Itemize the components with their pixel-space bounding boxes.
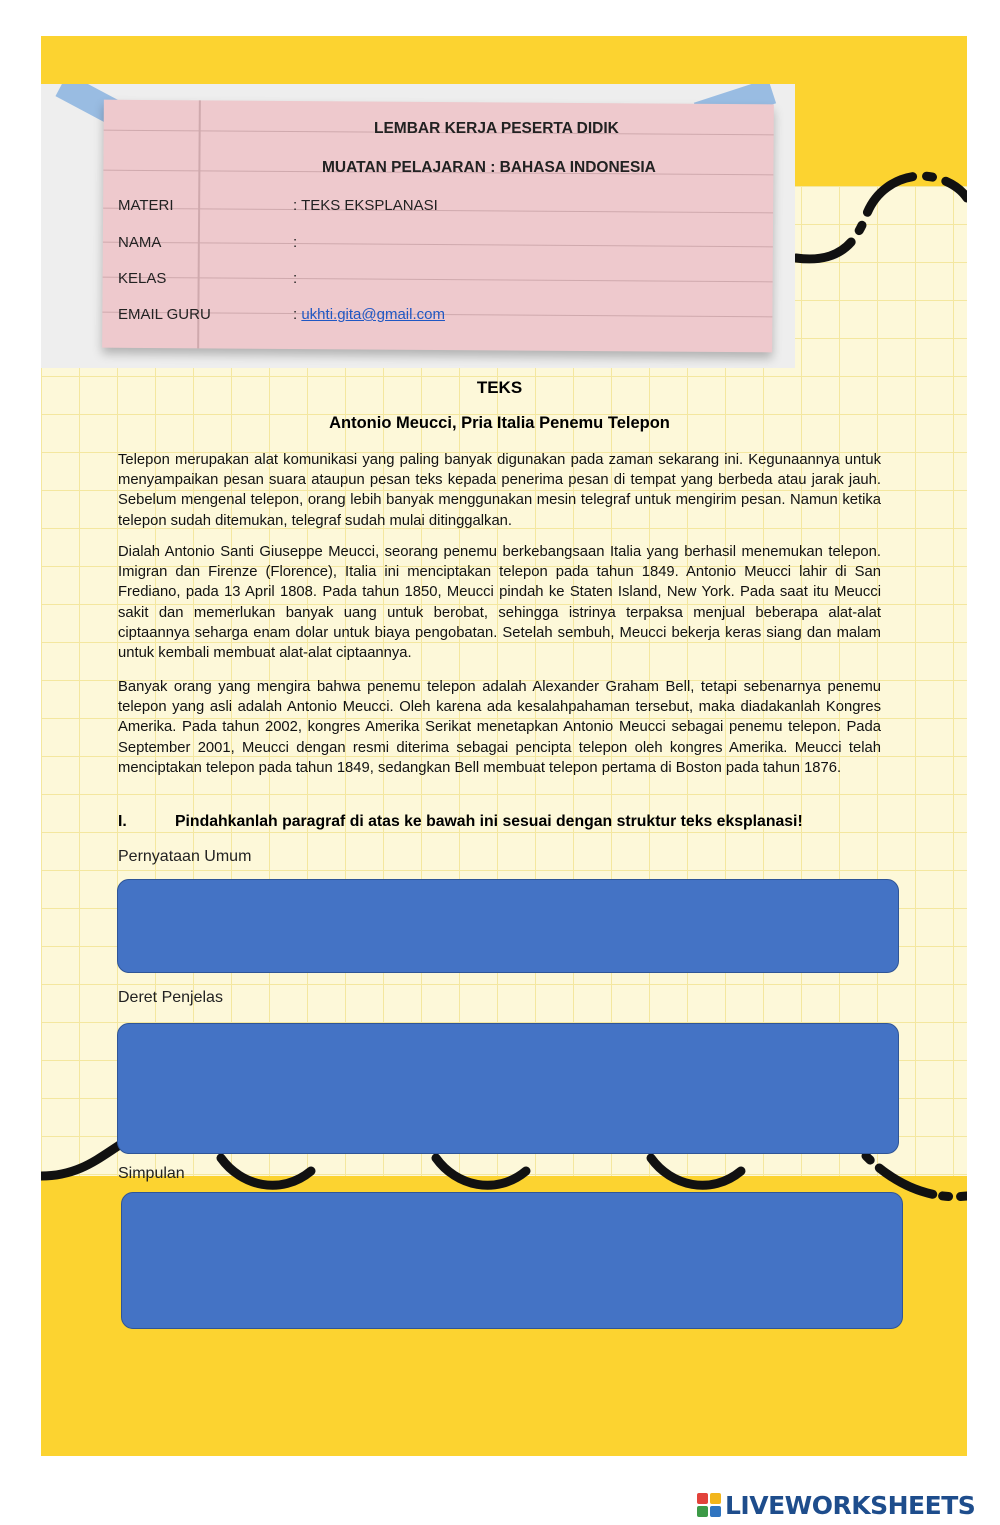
pernyataan-umum-drop-box[interactable] <box>117 879 899 973</box>
worksheet-title: LEMBAR KERJA PESERTA DIDIK <box>374 120 619 137</box>
task-text: Pindahkanlah paragraf di atas ke bawah ini sesuai dengan struktur teks eksplanasi! <box>175 813 803 830</box>
deret-penjelas-label: Deret Penjelas <box>118 989 223 1006</box>
deret-penjelas-drop-box[interactable] <box>117 1023 899 1154</box>
materi-label: MATERI <box>118 197 174 214</box>
kelas-label: KELAS <box>118 270 167 287</box>
liveworksheets-branding[interactable] <box>697 1488 975 1522</box>
liveworksheets-wordmark: LIVEWORKSHEETS <box>725 1490 976 1520</box>
email-guru-label: EMAIL GURU <box>118 306 211 323</box>
text-heading: TEKS <box>476 378 523 397</box>
email-prefix: : <box>293 306 302 323</box>
story-title: Antonio Meucci, Pria Italia Penemu Telepon <box>329 414 670 432</box>
nama-label: NAMA <box>118 234 162 251</box>
simpulan-drop-box[interactable] <box>121 1192 903 1329</box>
simpulan-label: Simpulan <box>118 1165 185 1182</box>
liveworksheets-logo-icon <box>697 1493 721 1517</box>
paragraph-3: Banyak orang yang mengira bahwa penemu telepon adalah Alexander Graham Bell, tetapi sebenarnya penemu telepon yang asli adalah Antonio Meucci. Oleh karena ada kesalahpahaman tersebut, maka diadakanlah Kongres Amerika. Pada tahun 2002, kongres Amerika Serikat menetapkan Antonio Meucci sebagai penemu telepon. Pada September 2001, Meucci dengan resmi diterima sebagai pencipta telepon oleh kongres Amerika. Meucci telah menciptakan telepon pada tahun 1849, sedangkan Bell membuat telepon pertama di Boston pada tahun 1876. <box>118 679 881 776</box>
materi-value: : TEKS EKSPLANASI <box>293 197 438 214</box>
kelas-field[interactable]: : <box>293 270 298 287</box>
task-number: I. <box>118 813 127 830</box>
subject-title: MUATAN PELAJARAN : BAHASA INDONESIA <box>322 159 656 176</box>
task-instruction <box>118 813 888 831</box>
email-link[interactable]: ukhti.gita@gmail.com <box>301 306 445 323</box>
paragraph-2: Dialah Antonio Santi Giuseppe Meucci, seorang penemu berkebangsaan Italia yang berhasil menemukan telepon. Imigran dan Firenze (Florence), Italia ini menciptakan telepon pada tahun 1849. Antonio Meucci lahir di San Frediano, pada 13 April 1808. Pada tahun 1850, Meucci pindah ke Staten Island, New York. Pada saat itu Meucci sakit dan memerlukan banyak uang untuk berobat, sehingga istrinya terpaksa menjual beberapa alat-alat ciptaannya seharga enam dolar untuk biaya pengobatan. Setelah sembuh, Meucci bekerja keras siang dan malam untuk kembali membuat alat-alat ciptaannya. <box>118 544 881 662</box>
pernyataan-umum-label: Pernyataan Umum <box>118 848 252 865</box>
email-guru-value <box>293 306 445 323</box>
paragraph-1: Telepon merupakan alat komunikasi yang paling banyak digunakan pada zaman sekarang ini. Kegunaannya untuk menyampaikan pesan suara ataupun pesan teks kepada penerima pesan di tempat yang berbeda atau jarak jauh. Sebelum mengenal telepon, orang lebih banyak menggunakan mesin telegraf untuk mengirim pesan. Namun ketika telepon sudah ditemukan, telegraf sudah mulai ditinggalkan. <box>118 452 881 529</box>
nama-field[interactable]: : <box>293 234 298 251</box>
